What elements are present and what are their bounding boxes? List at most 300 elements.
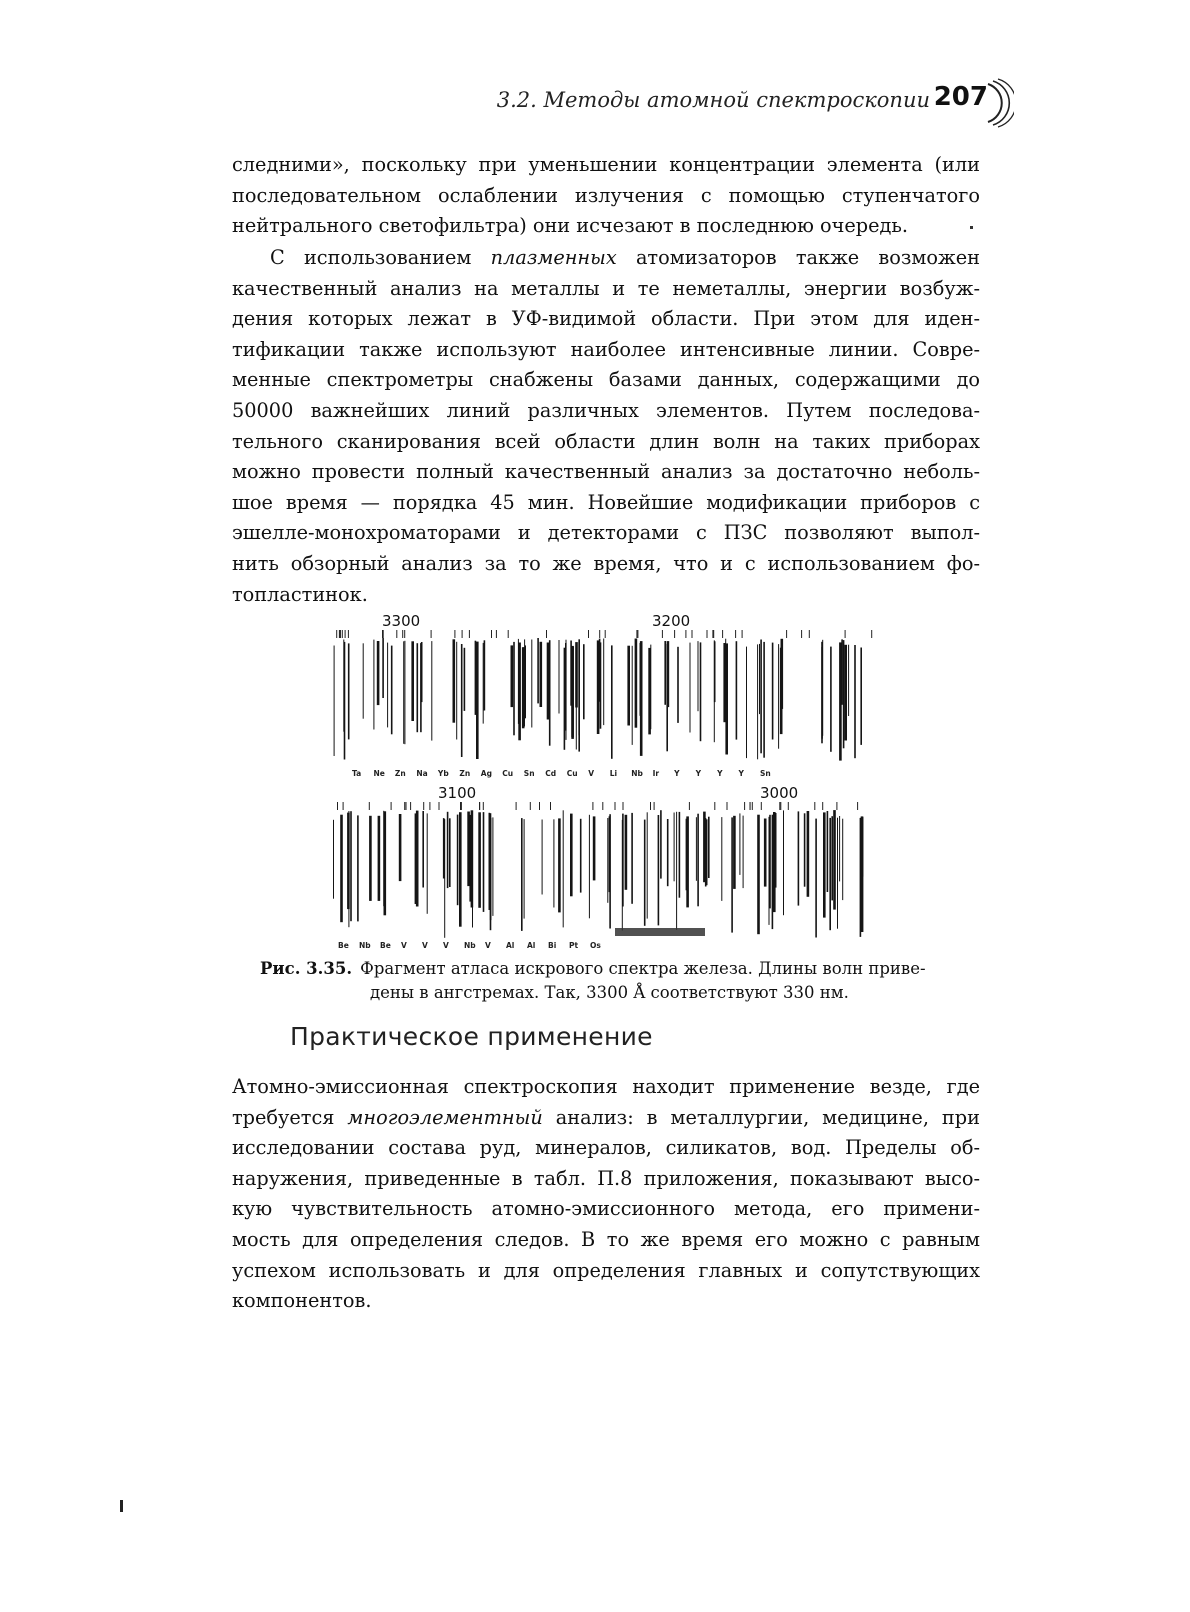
- top-tick: [396, 630, 397, 638]
- bottom-spectral-line: [660, 810, 662, 878]
- bottom-spectral-line: [483, 812, 485, 912]
- top-element-label: Zn: [459, 769, 471, 778]
- paragraph-2-line: 50000 важнейших линий различных элементов. Путем последова-: [232, 398, 980, 422]
- top-tick: [735, 630, 736, 638]
- bottom-tick: [689, 802, 690, 810]
- top-spectral-line: [723, 643, 726, 722]
- top-spectral-line: [537, 638, 539, 703]
- top-spectral-line: [403, 641, 404, 744]
- bottom-tick: [516, 802, 517, 810]
- bottom-spectral-line: [553, 819, 554, 907]
- bottom-tick: [550, 802, 551, 810]
- top-spectral-line: [565, 643, 567, 731]
- top-element-label: Y: [674, 769, 680, 778]
- bottom-tick: [483, 802, 484, 810]
- bottom-spectral-line: [733, 816, 736, 889]
- emphasis-text: многоэлементный: [347, 1105, 543, 1129]
- paragraph-1-line: следними», поскольку при уменьшении концентрации элемента (или: [232, 153, 980, 176]
- top-spectral-line: [759, 644, 760, 714]
- bottom-spectral-line: [798, 811, 800, 905]
- top-element-label: Y: [738, 769, 744, 778]
- bottom-spectral-line: [739, 813, 740, 875]
- top-spectral-line: [540, 642, 543, 707]
- bottom-spectral-line: [731, 817, 733, 932]
- top-spectral-line: [531, 640, 532, 728]
- figure-caption: [260, 957, 980, 1005]
- top-spectral-line: [576, 645, 577, 749]
- paragraph-2-line: можно провести полный качественный анализ за достаточно неболь-: [232, 460, 980, 484]
- top-spectral-line: [772, 643, 774, 740]
- bottom-tick: [479, 802, 480, 810]
- top-tick: [742, 630, 743, 638]
- bottom-tick: [814, 802, 815, 810]
- top-spectral-line: [763, 642, 765, 758]
- top-spectral-line: [677, 647, 679, 723]
- top-element-label: Yb: [437, 769, 449, 778]
- bottom-spectral-line: [399, 814, 402, 881]
- text-run: требуется: [232, 1105, 335, 1129]
- top-tick: [508, 630, 509, 638]
- top-element-label: V: [588, 769, 595, 778]
- paragraph-1: [232, 150, 980, 242]
- paragraph-1-line: нейтрального светофильтра) они исчезают в последнюю очередь.: [232, 214, 909, 238]
- scan-margin-mark: [120, 1500, 123, 1512]
- bottom-tick: [650, 802, 651, 810]
- running-head-title: 3.2. Методы атомной спектроскопии: [496, 88, 930, 112]
- top-spectral-line: [690, 643, 691, 733]
- bottom-spectral-line: [521, 818, 523, 931]
- bottom-spectral-line: [705, 820, 707, 887]
- top-spectral-line: [382, 638, 384, 698]
- top-spectral-line: [780, 648, 783, 734]
- bottom-spectral-line: [472, 816, 473, 928]
- bottom-spectral-line: [609, 816, 610, 892]
- top-element-label: Cu: [566, 769, 578, 778]
- bottom-tick: [780, 802, 781, 810]
- top-spectral-line: [611, 645, 613, 758]
- bottom-tick: [623, 802, 624, 810]
- top-spectral-line: [522, 647, 525, 726]
- top-spectral-line: [525, 645, 526, 718]
- bottom-spectral-line: [829, 818, 831, 930]
- top-spectral-line: [391, 646, 393, 735]
- top-wavelength-marker: 3200: [652, 612, 691, 630]
- bottom-spectral-line: [861, 817, 864, 932]
- bottom-spectral-line: [542, 820, 543, 895]
- top-element-label: Cd: [545, 769, 557, 778]
- bottom-tick: [654, 802, 655, 810]
- top-tick: [722, 630, 723, 638]
- paragraph-2-line: менные спектрометры снабжены базами данных, содержащими до: [232, 368, 980, 392]
- top-tick: [712, 630, 713, 638]
- bottom-tick: [714, 802, 715, 810]
- top-tick: [546, 630, 547, 638]
- top-spectral-line: [854, 645, 856, 758]
- top-tick: [605, 630, 606, 638]
- bottom-tick: [602, 802, 603, 810]
- bottom-spectral-line: [459, 812, 462, 927]
- bottom-spectral-line: [489, 813, 491, 910]
- top-tick: [707, 630, 708, 638]
- bottom-spectral-line: [563, 810, 564, 927]
- top-tick: [637, 630, 638, 638]
- bottom-wavelength-marker: 3000: [760, 784, 799, 802]
- top-spectral-line: [377, 641, 380, 705]
- top-spectral-line: [830, 647, 832, 752]
- page-number-ornament-icon: [984, 78, 1014, 128]
- bottom-spectral-line: [686, 816, 689, 907]
- bottom-element-label: Al: [527, 941, 536, 950]
- bottom-tick: [836, 802, 837, 810]
- top-element-label: Ir: [652, 769, 660, 778]
- top-spectral-line: [453, 639, 456, 722]
- bottom-spectral-line: [644, 820, 646, 926]
- bottom-element-label: Be: [380, 941, 391, 950]
- bottom-spectral-line: [743, 816, 744, 889]
- section-heading: Практическое применение: [290, 1022, 653, 1051]
- top-spectral-line: [373, 640, 374, 730]
- bottom-spectral-line: [350, 811, 352, 921]
- top-spectral-line: [518, 643, 521, 741]
- bottom-spectral-line: [696, 817, 697, 881]
- bottom-element-label: V: [401, 941, 407, 950]
- bottom-spectral-line: [676, 812, 677, 930]
- paragraph-2-first-line: [232, 243, 980, 274]
- top-spectral-line: [476, 642, 479, 759]
- paragraph-3-line: наружения, приведенные в табл. П.8 приложения, показывают высо-: [232, 1166, 980, 1190]
- bottom-spectral-line: [449, 818, 451, 887]
- top-element-label: Ta: [352, 769, 362, 778]
- top-spectral-line: [632, 646, 633, 745]
- bottom-spectral-line: [804, 813, 806, 886]
- bottom-element-label: V: [422, 941, 428, 950]
- top-tick: [454, 630, 455, 638]
- bottom-spectral-line: [772, 815, 774, 929]
- top-element-label: Nb: [631, 769, 643, 778]
- bottom-element-label: Nb: [359, 941, 371, 950]
- bottom-spectral-line: [679, 812, 681, 898]
- caption-text: Фрагмент атласа искрового спектра железа. Длины волн приве-: [360, 959, 926, 978]
- spectrum-strip-bottom: [333, 784, 863, 950]
- top-spectral-line: [714, 641, 716, 702]
- top-element-label: Li: [609, 769, 618, 778]
- bottom-tick: [530, 802, 531, 810]
- top-element-label: Y: [695, 769, 702, 778]
- running-head: [300, 78, 1000, 128]
- bottom-spectral-line: [764, 819, 767, 887]
- paragraph-3-line: мость для определения следов. В то же время его можно с равным: [232, 1227, 980, 1251]
- bottom-spectral-line: [839, 816, 840, 881]
- top-tick: [692, 630, 693, 638]
- top-spectral-line: [344, 642, 346, 760]
- top-element-label: Ne: [373, 769, 385, 778]
- bottom-spectral-line: [658, 815, 660, 925]
- bottom-spectral-line: [833, 810, 836, 910]
- paragraph-3-line: компонентов.: [232, 1289, 372, 1313]
- emphasis-text: плазменных: [490, 246, 617, 269]
- bottom-spectral-line: [369, 816, 372, 901]
- paragraph-2-line: топластинок.: [232, 582, 368, 606]
- top-spectral-line: [547, 643, 550, 720]
- caption-label: Рис. 3.35.: [260, 959, 353, 978]
- bottom-spectral-line: [580, 819, 582, 893]
- bottom-spectral-line: [647, 812, 648, 918]
- top-tick: [809, 630, 810, 638]
- paragraph-3-line-2: [232, 1103, 980, 1134]
- top-wavelength-marker: 3300: [382, 612, 421, 630]
- top-tick: [662, 630, 663, 638]
- bottom-tick: [615, 802, 616, 810]
- paragraph-2-line: шое время — порядка 45 мин. Новейшие модификации приборов с: [232, 490, 980, 514]
- paragraph-3-line: кую чувствительность атомно-эмиссионного метода, его примени-: [232, 1197, 980, 1221]
- top-tick: [469, 630, 470, 638]
- spectrum-atlas-figure: [300, 600, 980, 955]
- paragraph-2-line: тельного сканирования всей области длин волн на таких приборах: [232, 429, 980, 453]
- bottom-spectral-line: [357, 815, 359, 921]
- top-spectral-line: [513, 642, 515, 735]
- top-tick: [636, 630, 637, 638]
- bottom-tick: [369, 802, 370, 810]
- top-spectral-line: [456, 642, 457, 740]
- top-spectral-line: [640, 641, 643, 756]
- top-spectral-line: [475, 641, 477, 715]
- top-spectral-line: [348, 643, 350, 739]
- top-spectral-line: [757, 644, 758, 759]
- top-spectral-line: [431, 641, 432, 741]
- paragraph-3-line: Атомно-эмиссионная спектроскопия находит применение везде, где: [232, 1075, 980, 1098]
- paragraph-2-line: дения которых лежат в УФ-видимой области. При этом для иден-: [232, 307, 980, 331]
- top-tick: [462, 630, 463, 638]
- top-spectral-line: [700, 642, 702, 741]
- bottom-spectral-line: [492, 817, 493, 916]
- bottom-spectral-line: [447, 812, 449, 888]
- paragraph-3: [232, 1072, 980, 1317]
- top-element-label: Sn: [760, 769, 771, 778]
- top-tick: [588, 630, 589, 638]
- bottom-spectral-line: [589, 815, 590, 919]
- text-run: атомизаторов также возможен: [635, 246, 981, 269]
- paragraph-2: [232, 243, 980, 610]
- caption-line-2: дены в ангстремах. Так, 3300 Å соответствуют 330 нм.: [370, 983, 849, 1002]
- bottom-spectral-line: [721, 817, 722, 901]
- bottom-element-label: Al: [506, 941, 515, 950]
- bottom-element-label: Os: [590, 941, 601, 950]
- top-element-label: Zn: [394, 769, 406, 778]
- top-spectral-line: [841, 639, 843, 704]
- top-spectral-line: [627, 646, 630, 726]
- bottom-element-label: Be: [338, 941, 349, 950]
- bottom-tick: [857, 802, 858, 810]
- bottom-spectral-line: [769, 815, 771, 909]
- top-spectral-line: [564, 648, 566, 750]
- top-spectral-line: [420, 643, 422, 732]
- top-spectral-line: [484, 640, 486, 710]
- top-spectral-line: [404, 641, 405, 744]
- bottom-tick: [788, 802, 789, 810]
- scan-dot: [970, 226, 973, 229]
- top-element-label: Ag: [480, 769, 492, 778]
- top-tick: [348, 630, 349, 638]
- top-element-label: Cu: [502, 769, 514, 778]
- bottom-tick: [343, 802, 344, 810]
- top-spectral-line: [483, 643, 484, 724]
- top-spectral-line: [698, 641, 699, 711]
- bottom-tick: [761, 802, 762, 810]
- paragraph-2-line: тификации также используют наиболее интенсивные линии. Совре-: [232, 337, 980, 361]
- bottom-spectral-line: [783, 810, 784, 915]
- bottom-wavelength-marker: 3100: [438, 784, 477, 802]
- bottom-spectral-line: [384, 811, 387, 915]
- bottom-spectral-line: [631, 813, 633, 904]
- top-spectral-line: [648, 648, 651, 735]
- top-tick: [382, 630, 383, 638]
- bottom-spectral-line: [524, 819, 525, 919]
- bottom-element-label: V: [443, 941, 449, 950]
- top-tick: [801, 630, 802, 638]
- top-spectral-line: [844, 645, 847, 741]
- bottom-element-label: Pt: [569, 941, 579, 950]
- top-tick: [431, 630, 432, 638]
- bottom-spectral-line: [443, 818, 445, 878]
- paragraph-3-line: успехом использовать и для определения главных и сопутствующих: [232, 1258, 980, 1282]
- top-spectral-line: [667, 641, 670, 707]
- top-tick: [599, 630, 600, 638]
- bottom-spectral-line: [378, 816, 381, 901]
- bottom-tick: [404, 802, 405, 810]
- top-spectral-line: [821, 642, 823, 744]
- top-spectral-line: [843, 640, 845, 748]
- bottom-tick: [744, 802, 745, 810]
- bottom-spectral-line: [667, 819, 669, 886]
- bottom-spectral-line: [708, 817, 710, 878]
- top-spectral-line: [334, 646, 335, 757]
- top-spectral-line: [578, 642, 580, 735]
- top-element-label: Na: [416, 769, 428, 778]
- bottom-tick: [337, 802, 338, 810]
- bottom-element-label: V: [485, 941, 491, 950]
- bottom-spectral-line: [416, 811, 419, 907]
- top-tick: [345, 630, 346, 638]
- bottom-tick: [727, 802, 728, 810]
- bottom-spectral-line: [625, 815, 628, 890]
- bottom-tick: [429, 802, 430, 810]
- top-spectral-line: [760, 640, 762, 754]
- text-run: анализ: в металлургии, медицине, при: [555, 1105, 980, 1129]
- top-spectral-line: [778, 644, 779, 749]
- bottom-tick: [406, 802, 407, 810]
- top-spectral-line: [664, 641, 666, 705]
- top-tick: [491, 630, 492, 638]
- top-tick: [871, 630, 872, 638]
- bottom-tick: [391, 802, 392, 810]
- top-spectral-line: [511, 645, 514, 707]
- bottom-spectral-line: [333, 820, 334, 899]
- top-spectral-line: [599, 639, 601, 702]
- bottom-spectral-line: [842, 819, 843, 900]
- top-tick: [845, 630, 846, 638]
- spectrum-strip-top: [334, 612, 873, 778]
- top-spectral-line: [848, 645, 849, 716]
- top-tick: [404, 630, 405, 638]
- bottom-element-label: Nb: [464, 941, 476, 950]
- paragraph-2-line: нить обзорный анализ за то же время, что и с использованием фо-: [232, 551, 980, 575]
- text-run: С использованием: [270, 246, 472, 269]
- bottom-tick: [539, 802, 540, 810]
- top-spectral-line: [736, 641, 738, 739]
- top-spectral-line: [746, 647, 747, 759]
- bottom-tick: [461, 802, 462, 810]
- top-tick: [674, 630, 675, 638]
- bottom-spectral-line: [457, 815, 459, 906]
- top-spectral-line: [387, 643, 388, 728]
- paragraph-3-line: исследовании состава руд, минералов, силикатов, вод. Пределы об-: [232, 1136, 980, 1160]
- spectrum-atlas-image: [300, 600, 980, 955]
- top-spectral-line: [411, 641, 414, 721]
- top-element-label: Y: [717, 769, 723, 778]
- top-tick: [402, 630, 403, 638]
- bottom-spectral-line: [341, 817, 342, 887]
- top-tick: [786, 630, 787, 638]
- paragraph-2-line: качественный анализ на металлы и те неметаллы, энергии возбуж-: [232, 276, 980, 300]
- top-tick: [496, 630, 497, 638]
- bottom-spectral-line: [348, 811, 349, 927]
- top-tick: [336, 630, 337, 638]
- bottom-tick: [439, 802, 440, 810]
- top-spectral-line: [461, 644, 463, 757]
- plate-smudge: [615, 928, 705, 936]
- bottom-spectral-line: [837, 818, 838, 929]
- top-element-label: Sn: [523, 769, 535, 778]
- top-spectral-line: [417, 643, 419, 732]
- top-tick: [342, 630, 343, 638]
- top-spectral-line: [635, 639, 638, 728]
- bottom-spectral-line: [807, 811, 810, 897]
- top-tick: [340, 630, 341, 638]
- top-spectral-line: [464, 648, 466, 711]
- top-spectral-line: [571, 646, 574, 739]
- top-spectral-line: [559, 640, 560, 714]
- bottom-spectral-line: [593, 816, 596, 880]
- bottom-spectral-line: [422, 811, 424, 888]
- bottom-spectral-line: [674, 813, 675, 882]
- bottom-spectral-line: [478, 812, 481, 908]
- paragraph-2-line: эшелле-монохроматорами и детекторами с ПЗС позволяют выпол-: [232, 521, 980, 545]
- bottom-spectral-line: [823, 812, 826, 917]
- caption-line-1: [260, 957, 980, 981]
- top-spectral-line: [860, 648, 862, 745]
- bottom-tick: [423, 802, 424, 810]
- bottom-tick: [460, 802, 461, 810]
- bottom-tick: [779, 802, 780, 810]
- bottom-element-label: Bi: [548, 941, 557, 950]
- top-spectral-line: [603, 639, 604, 726]
- paragraph-1-line: последовательном ослаблении излучения с помощью ступенчатого: [232, 183, 980, 207]
- bottom-spectral-line: [570, 814, 573, 897]
- bottom-spectral-line: [827, 811, 829, 892]
- bottom-spectral-line: [697, 814, 699, 907]
- bottom-tick: [592, 802, 593, 810]
- bottom-tick: [752, 802, 753, 810]
- top-spectral-line: [363, 643, 364, 718]
- bottom-spectral-line: [775, 813, 777, 888]
- bottom-tick: [410, 802, 411, 810]
- bottom-spectral-line: [831, 816, 833, 900]
- page-number: 207: [933, 82, 988, 112]
- bottom-tick: [750, 802, 751, 810]
- top-tick: [685, 630, 686, 638]
- top-spectral-line: [583, 644, 585, 719]
- bottom-tick: [822, 802, 823, 810]
